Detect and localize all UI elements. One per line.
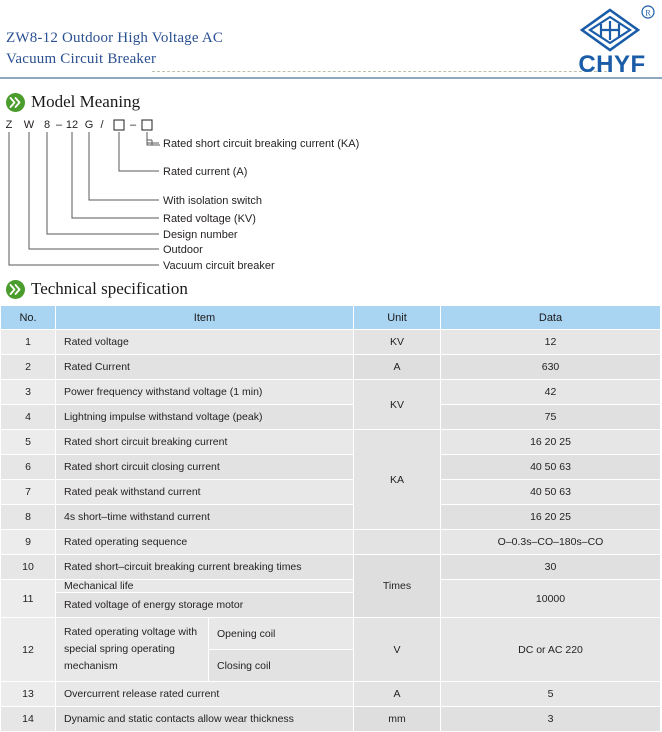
column-header-data: Data — [441, 306, 661, 330]
chyf-logo — [570, 4, 656, 76]
table-row — [1, 530, 661, 555]
cell-data: O–0.3s–CO–180s–CO — [441, 530, 661, 555]
cell-item: Rated voltage of energy storage motor — [56, 593, 354, 618]
cell-data: 75 — [441, 405, 661, 430]
cell-no: 9 — [1, 530, 56, 555]
page-title-line-2: Vacuum Circuit Breaker — [6, 51, 157, 67]
model-char-0: Z — [5, 119, 13, 131]
cell-item: Rated short circuit breaking current — [56, 430, 354, 455]
table-row — [1, 380, 661, 405]
model-char-5: G — [84, 119, 94, 131]
cell-item: Power frequency withstand voltage (1 min) — [56, 380, 354, 405]
model-char-8: – — [129, 119, 137, 131]
model-char-1: W — [23, 119, 35, 131]
cell-unit — [354, 530, 441, 555]
cell-data: 3 — [441, 707, 661, 732]
model-char-2: 8 — [43, 119, 51, 131]
cell-item: Rated voltage — [56, 330, 354, 355]
cell-no: 3 — [1, 380, 56, 405]
model-char-3: – — [55, 119, 63, 131]
cell-no: 7 — [1, 480, 56, 505]
cell-item: Mechanical life — [56, 580, 354, 593]
logo-emblem — [582, 10, 638, 50]
column-header-item: Item — [56, 306, 354, 330]
model-legend-3: Rated voltage (KV) — [163, 213, 256, 225]
cell-item-sub: Closing coil — [209, 650, 354, 682]
section-header-technical-specification — [6, 279, 188, 299]
cell-no: 12 — [1, 618, 56, 682]
section-header-model-meaning — [6, 92, 140, 112]
model-char-4: 12 — [65, 119, 79, 131]
registered-trademark-icon — [642, 6, 654, 18]
column-header-unit: Unit — [354, 306, 441, 330]
cell-item: Rated operating voltage with special spring operating mechanism — [56, 618, 209, 682]
section-title-technical-specification: Technical specification — [31, 279, 188, 298]
cell-unit: KV — [354, 330, 441, 355]
cell-item: Lightning impulse withstand voltage (peak) — [56, 405, 354, 430]
cell-item: Overcurrent release rated current — [56, 682, 354, 707]
cell-unit: KV — [354, 380, 441, 430]
cell-no: 14 — [1, 707, 56, 732]
page-title — [6, 28, 223, 70]
cell-unit: KA — [354, 430, 441, 530]
page-title-line-1: ZW8-12 Outdoor High Voltage AC — [6, 30, 224, 46]
table-row — [1, 355, 661, 380]
cell-item: Rated Current — [56, 355, 354, 380]
table-row — [1, 480, 661, 505]
leader-lines — [9, 132, 160, 265]
cell-data: 16 20 25 — [441, 505, 661, 530]
page-header — [0, 0, 662, 86]
cell-unit: A — [354, 355, 441, 380]
model-legend-0: Rated short circuit breaking current (KA) — [163, 138, 360, 150]
cell-data: 40 50 63 — [441, 455, 661, 480]
double-chevron-icon — [6, 93, 25, 112]
table-row — [1, 682, 661, 707]
cell-data: DC or AC 220 — [441, 618, 661, 682]
model-legend-1: Rated current (A) — [163, 166, 248, 178]
cell-item: 4s short–time withstand current — [56, 505, 354, 530]
table-row — [1, 707, 661, 732]
cell-data: 30 — [441, 555, 661, 580]
table-header-row — [1, 306, 661, 330]
cell-no: 1 — [1, 330, 56, 355]
logo-wordmark: CHYF — [578, 51, 646, 78]
cell-unit: A — [354, 682, 441, 707]
cell-data: 630 — [441, 355, 661, 380]
cell-item-sub: Opening coil — [209, 618, 354, 650]
table-row — [1, 405, 661, 430]
header-rule — [0, 77, 662, 79]
cell-data: 12 — [441, 330, 661, 355]
cell-unit: Times — [354, 555, 441, 618]
model-placeholder-box-2 — [142, 120, 152, 130]
svg-text:R: R — [645, 8, 651, 18]
model-legend-2: With isolation switch — [163, 195, 263, 207]
model-meaning-diagram — [0, 118, 662, 272]
cell-no: 5 — [1, 430, 56, 455]
technical-specification-table — [0, 305, 662, 732]
cell-no: 11 — [1, 580, 56, 618]
cell-no: 10 — [1, 555, 56, 580]
cell-item: Rated peak withstand current — [56, 480, 354, 505]
cell-item: Rated short–circuit breaking current breaking times — [56, 555, 354, 580]
cell-no: 2 — [1, 355, 56, 380]
table-row — [1, 555, 661, 580]
table-row — [1, 330, 661, 355]
table-row — [1, 580, 661, 593]
column-header-no: No. — [1, 306, 56, 330]
cell-item: Dynamic and static contacts allow wear thickness — [56, 707, 354, 732]
leader-line-1 — [147, 132, 159, 143]
table-row — [1, 430, 661, 455]
cell-no: 13 — [1, 682, 56, 707]
model-legend-5: Outdoor — [163, 244, 203, 256]
model-legend-4: Design number — [163, 229, 238, 241]
cell-data: 10000 — [441, 580, 661, 618]
header-dotted-rule — [152, 71, 612, 72]
section-title-model-meaning: Model Meaning — [31, 92, 141, 111]
cell-data: 42 — [441, 380, 661, 405]
cell-no: 6 — [1, 455, 56, 480]
model-placeholder-box-1 — [114, 120, 124, 130]
cell-unit: V — [354, 618, 441, 682]
model-char-6: / — [100, 119, 104, 131]
cell-no: 8 — [1, 505, 56, 530]
double-chevron-icon — [6, 280, 25, 299]
model-legend-6: Vacuum circuit breaker — [163, 260, 275, 272]
cell-item: Rated short circuit closing current — [56, 455, 354, 480]
table-row — [1, 505, 661, 530]
model-legend-labels — [163, 138, 359, 272]
cell-unit: mm — [354, 707, 441, 732]
cell-no: 4 — [1, 405, 56, 430]
table-row — [1, 618, 661, 650]
cell-data: 5 — [441, 682, 661, 707]
table-row — [1, 455, 661, 480]
cell-item: Rated operating sequence — [56, 530, 354, 555]
cell-data: 16 20 25 — [441, 430, 661, 455]
cell-data: 40 50 63 — [441, 480, 661, 505]
